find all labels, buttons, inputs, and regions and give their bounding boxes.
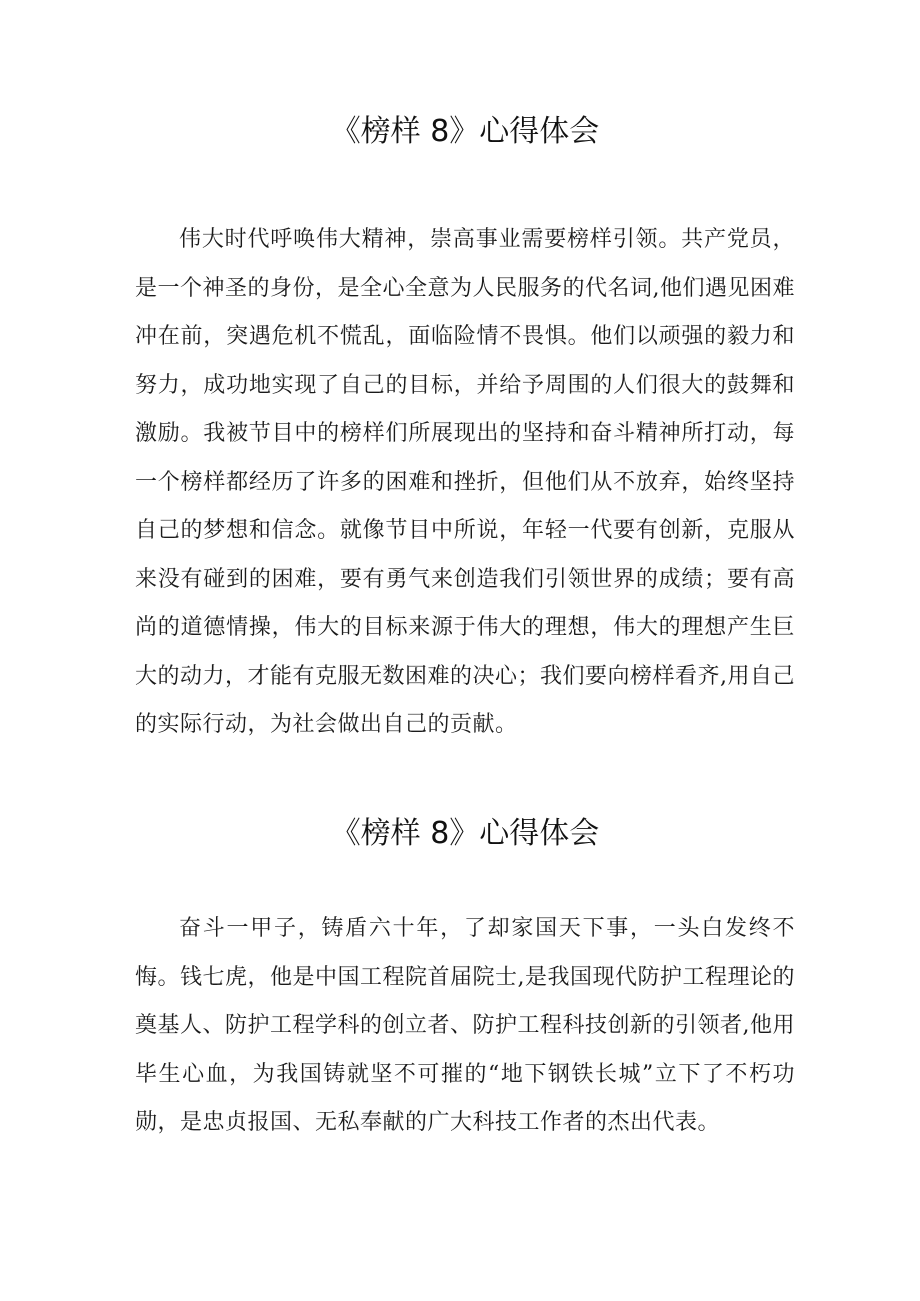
article-section-2 [135, 812, 795, 1148]
section-paragraph: 伟大时代呼唤伟大精神，崇高事业需要榜样引领。共产党员，是一个神圣的身份，是全心全意为人民服务的代名词,他们遇见困难冲在前，突遇危机不慌乱，面临险情不畏惧。他们以顽强的毅力和努力，成功地实现了自己的目标，并给予周围的人们很大的鼓舞和激励。我被节目中的榜样们所展现出的坚持和奋斗精神所打动，每一个榜样都经历了许多的困难和挫折，但他们从不放弃，始终坚持自己的梦想和信念。就像节目中所说，年轻一代要有创新，克服从来没有碰到的困难，要有勇气来创造我们引领世界的成绩；要有高尚的道德情操，伟大的目标来源于伟大的理想，伟大的理想产生巨大的动力，才能有克服无数困难的决心；我们要向榜样看齐,用自己的实际行动，为社会做出自己的贡献。 [135, 227, 795, 737]
article-section-1 [135, 110, 795, 750]
section-title: 《榜样 8》心得体会 [330, 816, 600, 851]
section-title: 《榜样 8》心得体会 [330, 114, 600, 149]
section-paragraph: 奋斗一甲子，铸盾六十年，了却家国天下事，一头白发终不悔。钱七虎，他是中国工程院首届院士,是我国现代防护工程理论的奠基人、防护工程学科的创立者、防护工程科技创新的引领者,他用毕生心血，为我国铸就坚不可摧的“地下钢铁长城”立下了不朽功勋，是忠贞报国、无私奉献的广大科技工作者的杰出代表。 [135, 916, 795, 1135]
